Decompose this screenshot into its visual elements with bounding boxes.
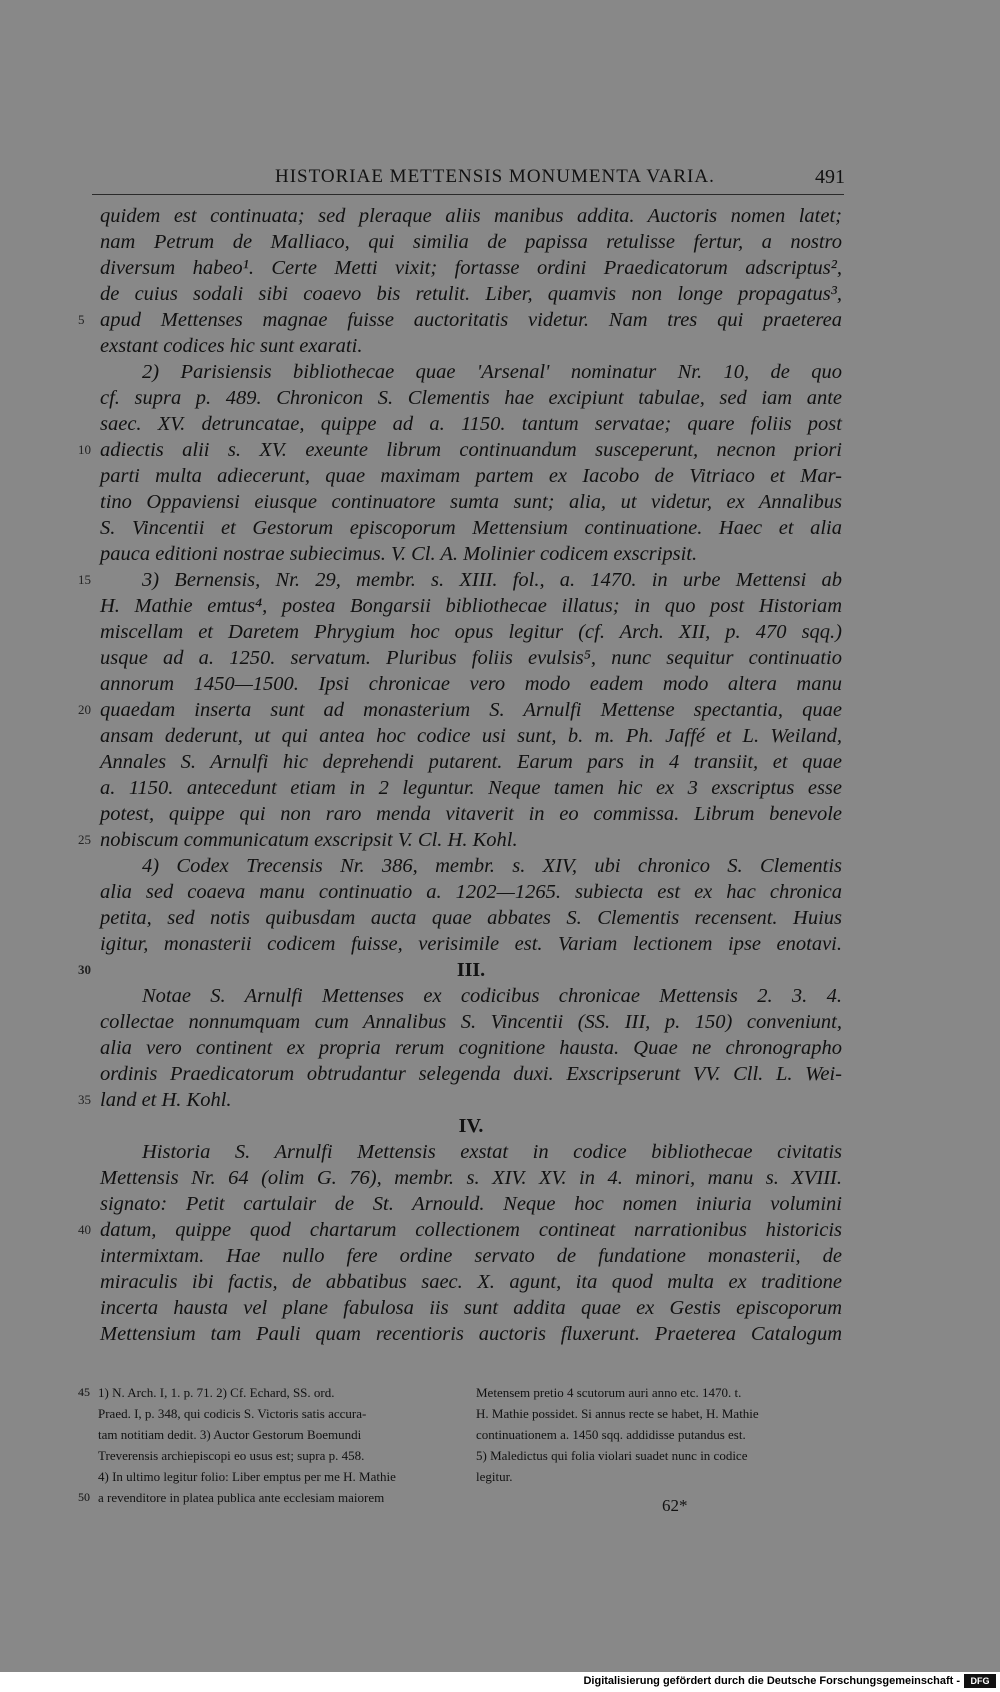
body-line <box>100 255 842 281</box>
line-number: 25 <box>78 832 91 847</box>
footnote-left-column: 1) N. Arch. I, 1. p. 71. 2) Cf. Echard, SS. ord. <box>98 1385 335 1400</box>
body-line-text: Notae S. Arnulfi Mettenses ex codicibus chronicae Mettensis 2. 3. 4. <box>142 985 842 1007</box>
body-line-text: potest, quippe qui non raro menda vitaverit in eo commissa. Librum benevole <box>100 803 842 825</box>
body-line-text: 4) Codex Trecensis Nr. 386, membr. s. XIV, ubi chronico S. Clementis <box>142 855 842 877</box>
body-line-text: 2) Parisiensis bibliothecae quae 'Arsenal' nominatur Nr. 10, de quo <box>142 361 842 383</box>
body-line-text: parti multa adiecerunt, quae maximam partem ex Iacobo de Vitriaco et Mar- <box>100 465 842 487</box>
body-line-text: cf. supra p. 489. Chronicon S. Clementis hae excipiunt tabulae, sed iam ante <box>100 387 842 409</box>
body-line <box>78 307 842 333</box>
page-number: 491 <box>815 166 845 188</box>
body-line <box>100 1035 842 1061</box>
body-line-text: apud Mettenses magnae fuisse auctoritatis videtur. Nam tres qui praeterea <box>100 309 842 331</box>
body-line-text: H. Mathie emtus⁴, postea Bongarsii bibliothecae illatus; in quo post Historiam <box>100 595 842 617</box>
footnote-left-column: Treverensis archiepiscopi eo usus est; supra p. 458. <box>98 1448 365 1463</box>
dfg-logo-icon: DFG <box>964 1674 996 1688</box>
body-line <box>100 411 842 437</box>
body-line-text: a. 1150. antecedunt etiam in 2 leguntur. Neque tamen hic ex 3 exscriptus esse <box>100 777 842 799</box>
line-number: 20 <box>78 702 91 717</box>
body-line-text: de cuius sodali sibi coaevo bis retulit. Liber, quamvis non longe propagatus³, <box>100 283 842 305</box>
footnote-right-column: H. Mathie possidet. Si annus recte se habet, H. Mathie <box>476 1406 759 1421</box>
body-line <box>100 1243 842 1269</box>
body-line-text: Annales S. Arnulfi hic deprehendi putarent. Earum pars in 4 transiit, et quae <box>100 751 842 773</box>
body-line <box>100 333 842 359</box>
footnote-right-column: 5) Maledictus qui folia violari suadet nunc in codice <box>476 1448 748 1463</box>
footnote-line <box>78 1445 848 1466</box>
footnote-line <box>78 1382 848 1403</box>
body-line <box>100 203 842 229</box>
body-line <box>100 983 842 1009</box>
body-line <box>78 1217 842 1243</box>
body-line-text: incerta hausta vel plane fabulosa iis sunt addita quae ex Gestis episcoporum <box>100 1297 842 1319</box>
body-line <box>100 1009 842 1035</box>
footnote-left-column: Praed. I, p. 348, qui codicis S. Victoris satis accura- <box>98 1406 367 1421</box>
body-line-text: igitur, monasterii codicem fuisse, verisimile est. Variam lectionem ipse enotavi. <box>100 933 842 955</box>
body-line <box>100 385 842 411</box>
body-line-text: signato: Petit cartulair de St. Arnould. Neque hoc nomen iniuria volumini <box>100 1193 842 1215</box>
body-line <box>100 723 842 749</box>
body-line <box>78 567 842 593</box>
section-heading <box>100 1113 842 1139</box>
body-line <box>100 931 842 957</box>
body-line-text: Mettensis Nr. 64 (olim G. 76), membr. s. XIV. XV. in 4. minori, manu s. XVIII. <box>100 1167 842 1189</box>
body-line-text: IV. <box>458 1115 484 1137</box>
body-line <box>100 1061 842 1087</box>
section-heading <box>78 957 842 983</box>
footnotes <box>78 1382 848 1508</box>
running-title: HISTORIAE METTENSIS MONUMENTA VARIA. <box>275 166 715 187</box>
footnote-line <box>78 1403 848 1424</box>
body-line-text: intermixtam. Hae nullo fere ordine servato de fundatione monasterii, de <box>100 1245 842 1267</box>
footnote-line <box>78 1487 848 1508</box>
body-line <box>100 645 842 671</box>
body-line <box>100 619 842 645</box>
body-line-text: Mettensium tam Pauli quam recentioris auctoris fluxerunt. Praeterea Catalogum <box>100 1323 842 1345</box>
body-line-text: quaedam inserta sunt ad monasterium S. Arnulfi Mettense spectantia, quae <box>100 699 842 721</box>
body-line <box>100 489 842 515</box>
body-line <box>100 515 842 541</box>
body-line-text: annorum 1450—1500. Ipsi chronicae vero modo eadem modo altera manu <box>100 673 842 695</box>
body-line-text: alia sed coaeva manu continuatio a. 1202—1265. subiecta est ex hac chronica <box>100 881 842 903</box>
body-line <box>78 437 842 463</box>
body-line-text: ordinis Praedicatorum obtrudantur selegenda duxi. Exscripserunt VV. Cll. L. Wei- <box>100 1063 842 1085</box>
line-number: 5 <box>78 312 85 327</box>
line-number: 15 <box>78 572 91 587</box>
body-line <box>100 905 842 931</box>
body-line <box>78 697 842 723</box>
body-line <box>100 853 842 879</box>
footnote-right-column: Metensem pretio 4 scutorum auri anno etc. 1470. t. <box>476 1385 742 1400</box>
body-line-text: S. Vincentii et Gestorum episcoporum Mettensium continuatione. Haec et alia <box>100 517 842 539</box>
body-line <box>100 1295 842 1321</box>
body-line <box>100 593 842 619</box>
body-line <box>100 879 842 905</box>
body-line-text: tino Oppaviensi eiusque continuatore sumta sunt; alia, ut videtur, ex Annalibus <box>100 491 842 513</box>
footer-credit: Digitalisierung gefördert durch die Deutsche Forschungsgemeinschaft - <box>583 1675 960 1687</box>
body-line-text: alia vero continent ex propria rerum cognitione hausta. Quae ne chronographo <box>100 1037 842 1059</box>
body-line <box>100 1321 842 1347</box>
body-line <box>100 1269 842 1295</box>
body-line-text: exstant codices hic sunt exarati. <box>100 335 363 357</box>
footnote-left-column: 4) In ultimo legitur folio: Liber emptus per me H. Mathie <box>98 1469 396 1484</box>
line-number: 10 <box>78 442 91 457</box>
body-line-text: pauca editioni nostrae subiecimus. V. Cl. A. Molinier codicem exscripsit. <box>100 543 698 565</box>
body-line <box>100 463 842 489</box>
body-line <box>100 1139 842 1165</box>
line-number: 30 <box>78 962 91 977</box>
body-line-text: 3) Bernensis, Nr. 29, membr. s. XIII. fol., a. 1470. in urbe Mettensi ab <box>142 569 842 591</box>
footnote-line <box>78 1466 848 1487</box>
body-line-text: quidem est continuata; sed pleraque aliis manibus addita. Auctoris nomen latet; <box>100 205 842 227</box>
body-line-text: collectae nonnumquam cum Annalibus S. Vincentii (SS. III, p. 150) conveniunt, <box>100 1011 842 1033</box>
body-line <box>100 541 842 567</box>
body-line <box>78 1087 842 1113</box>
body-line-text: ansam dederunt, ut qui antea hoc codice usi sunt, b. m. Ph. Jaffé et L. Weiland, <box>100 725 842 747</box>
body-line <box>100 1191 842 1217</box>
body-line-text: usque ad a. 1250. servatum. Pluribus foliis evulsis⁵, nunc sequitur continuatio <box>100 647 842 669</box>
body-line <box>100 749 842 775</box>
body-line <box>100 801 842 827</box>
body-line-text: petita, sed notis quibusdam aucta quae abbates S. Clementis recensent. Huius <box>100 907 842 929</box>
body-line-text: III. <box>456 959 486 981</box>
body-line-text: Historia S. Arnulfi Mettensis exstat in codice bibliothecae civitatis <box>142 1141 842 1163</box>
footnote-right-column: continuationem a. 1450 sqq. addidisse putandus est. <box>476 1427 746 1442</box>
body-line-text: miscellam et Daretem Phrygium hoc opus legitur (cf. Arch. XII, p. 470 sqq.) <box>100 621 842 643</box>
body-line-text: nobiscum communicatum exscripsit V. Cl. H. Kohl. <box>100 829 518 851</box>
body-line <box>100 775 842 801</box>
body-line-text: datum, quippe quod chartarum collectionem contineat narrationibus historicis <box>100 1219 842 1241</box>
footnote-left-column: a revenditore in platea publica ante ecclesiam maiorem <box>98 1490 385 1505</box>
body-line-text: adiectis alii s. XV. exeunte librum continuandum susceperunt, necnon priori <box>100 439 842 461</box>
line-number: 40 <box>78 1222 91 1237</box>
line-number: 35 <box>78 1092 91 1107</box>
body-line <box>100 229 842 255</box>
header-rule <box>92 194 844 195</box>
footnote-line-number: 45 <box>78 1385 90 1399</box>
body-line-text: saec. XV. detruncatae, quippe ad a. 1150. tantum servatae; quare foliis post <box>100 413 842 435</box>
body-line-text: nam Petrum de Malliaco, qui similia de papissa retulisse fertur, a nostro <box>100 231 842 253</box>
body-line-text: land et H. Kohl. <box>100 1089 232 1111</box>
footnote-left-column: tam notitiam dedit. 3) Auctor Gestorum Boemundi <box>98 1427 362 1442</box>
footnote-line-number: 50 <box>78 1490 90 1504</box>
main-text <box>78 203 842 1347</box>
body-line-text: diversum habeo¹. Certe Metti vixit; fortasse ordini Praedicatorum adscriptus², <box>100 257 842 279</box>
signature-mark: 62* <box>662 1496 688 1515</box>
footnote-line <box>78 1424 848 1445</box>
body-line <box>100 1165 842 1191</box>
body-line <box>100 281 842 307</box>
body-line <box>100 671 842 697</box>
body-line-text: miraculis ibi factis, de abbatibus saec. X. agunt, ita quod multa ex traditione <box>100 1271 842 1293</box>
footnote-right-column: legitur. <box>476 1469 513 1484</box>
body-line <box>78 827 842 853</box>
body-line <box>100 359 842 385</box>
